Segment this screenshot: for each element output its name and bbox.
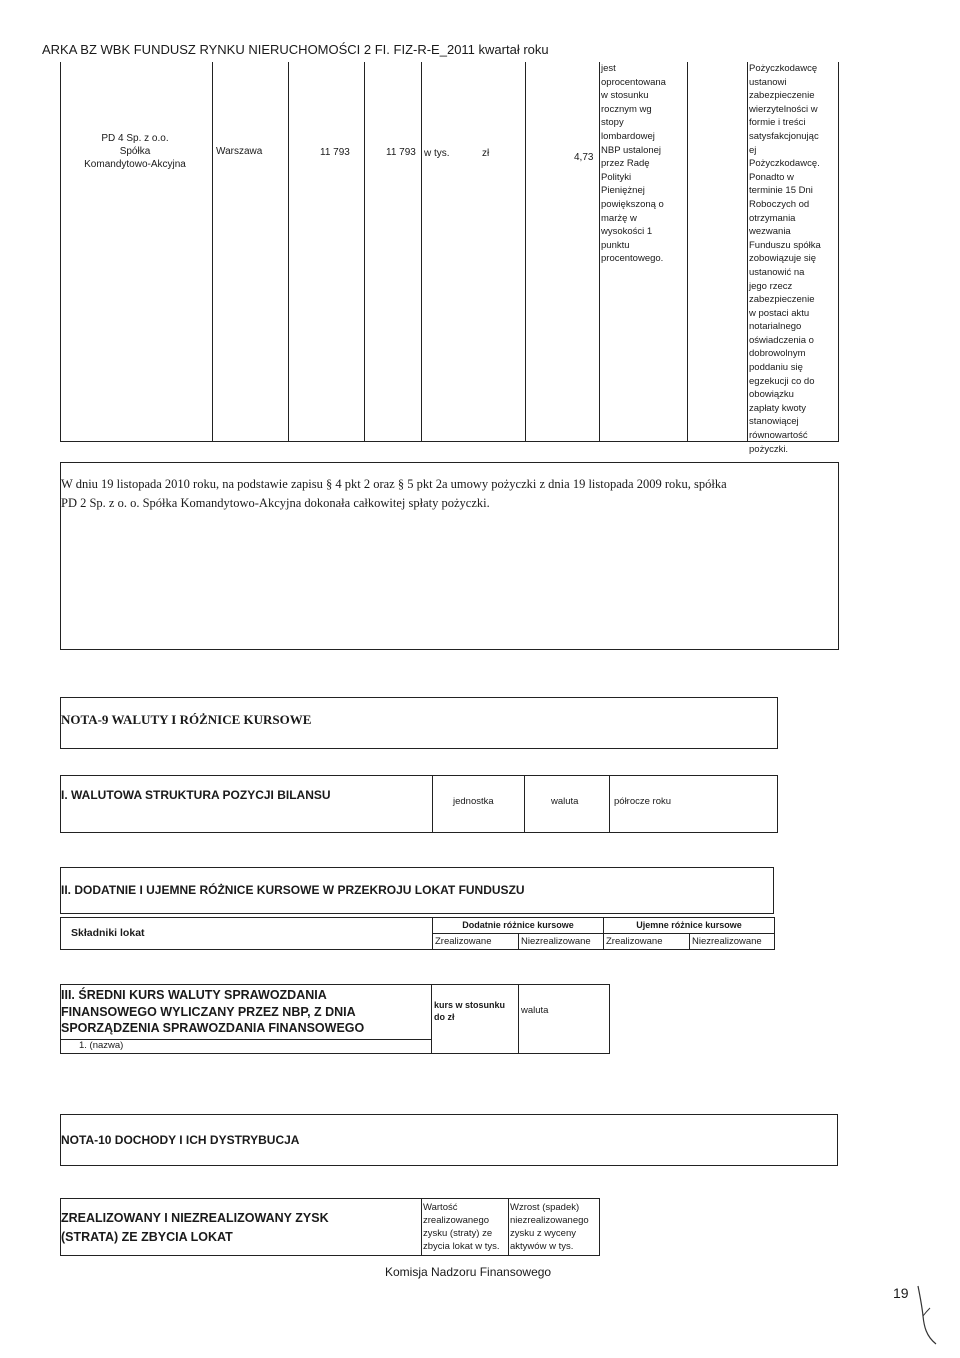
nota10-col-realized-label <box>423 1201 500 1253</box>
loan-borrower <box>60 132 210 171</box>
nota10-col-realized <box>421 1198 509 1256</box>
interest-line: oprocentowana <box>601 76 666 88</box>
security-line: jego rzecz <box>749 280 793 292</box>
security-line: zobowiązuje się <box>749 253 817 265</box>
security-line: ustanowi <box>749 76 787 88</box>
section2-group-negative <box>603 917 775 934</box>
section2-sub-cell <box>603 933 690 950</box>
security-line: ej <box>749 144 757 156</box>
interest-line: Polityki <box>601 171 632 183</box>
interest-line: stopy <box>601 117 624 129</box>
nota10-section-title <box>61 1209 329 1247</box>
security-line: Pożyczkodawcę. <box>749 158 820 170</box>
nota10-col-unrealized-line: Wzrost (spadek) <box>510 1202 580 1213</box>
security-line: Funduszu spółka <box>749 239 821 251</box>
section3-col-rate <box>431 984 519 1054</box>
table-divider <box>421 62 422 442</box>
section2-sub-cell <box>518 933 604 950</box>
table-divider <box>747 62 748 442</box>
section2-sub-label: Zrealizowane <box>435 936 492 947</box>
section3-col-rate-line: kurs w stosunku <box>434 1000 506 1010</box>
section2-sub-label: Niezrealizowane <box>692 936 762 947</box>
section3-col-rate-label <box>434 999 505 1023</box>
loan-security-description <box>749 62 821 456</box>
security-line: pożyczki. <box>749 443 789 455</box>
section1-title: I. WALUTOWA STRUKTURA POZYCJI BILANSU <box>61 788 331 802</box>
section3-row-label: 1. (nazwa) <box>79 1040 124 1051</box>
security-line: zabezpieczenie <box>749 294 815 306</box>
security-line: otrzymania <box>749 212 796 224</box>
section2-sub-cell <box>432 933 519 950</box>
security-line: notarialnego <box>749 321 802 333</box>
interest-line: lombardowej <box>601 130 655 142</box>
section3-title-line: FINANSOWEGO WYLICZANY PRZEZ NBP, Z DNIA <box>61 1004 356 1019</box>
security-line: obowiązku <box>749 389 794 401</box>
section1-col-unit-label: jednostka <box>453 796 494 807</box>
nota10-col-unrealized-line: niezrealizowanego <box>510 1215 589 1226</box>
security-line: równowartość <box>749 430 808 442</box>
footer-text: Komisja Nadzoru Finansowego <box>385 1265 552 1279</box>
interest-line: procentowego. <box>601 253 664 265</box>
interest-line: punktu <box>601 239 630 251</box>
section2-row-label-cell <box>60 917 433 950</box>
security-line: satysfakcjonując <box>749 130 819 142</box>
loan-value-2: 11 793 <box>386 147 416 158</box>
loan-unit: w tys. <box>424 148 450 159</box>
section1-col-unit <box>432 775 525 833</box>
table-divider <box>288 62 289 442</box>
security-line: poddaniu się <box>749 362 803 374</box>
section2-title: II. DODATNIE I UJEMNE RÓŻNICE KURSOWE W PRZEKROJU LOKAT FUNDUSZU <box>61 883 525 897</box>
document-header: ARKA BZ WBK FUNDUSZ RYNKU NIERUCHOMOŚCI 2 FI. FIZ-R-E_2011 kwartał roku <box>42 42 549 57</box>
borrower-line: PD 4 Sp. z o.o. <box>101 133 169 144</box>
table-divider <box>599 62 600 442</box>
security-line: w postaci aktu <box>749 307 810 319</box>
section2-sub-label: Niezrealizowane <box>521 936 591 947</box>
section3-col-currency-label: waluta <box>521 1005 549 1016</box>
loan-city: Warszawa <box>216 146 263 157</box>
security-line: Pożyczkodawcę <box>749 63 818 74</box>
section3-title-cell <box>60 984 432 1040</box>
section3-row-cell <box>60 1039 432 1054</box>
section2-sub-label: Zrealizowane <box>606 936 663 947</box>
table-border-bottom <box>60 441 839 442</box>
section3-col-currency <box>518 984 610 1054</box>
section3-col-rate-line: do zł <box>434 1012 455 1022</box>
section1-col-currency <box>524 775 610 833</box>
nota10-col-realized-line: zbycia lokat w tys. <box>423 1241 500 1252</box>
section3-title <box>61 987 364 1037</box>
security-line: ustanowić na <box>749 266 805 278</box>
section3-title-line: SPORZĄDZENIA SPRAWOZDANIA FINANSOWEGO <box>61 1021 365 1035</box>
repayment-note-text <box>61 475 727 513</box>
security-line: stanowiącej <box>749 416 799 428</box>
nota10-section-title-line: ZREALIZOWANY I NIEZREALIZOWANY ZYSK <box>61 1211 329 1225</box>
loan-currency: zł <box>482 148 490 159</box>
nota10-title: NOTA-10 DOCHODY I ICH DYSTRYBUCJA <box>61 1133 300 1147</box>
table-divider <box>525 62 526 442</box>
security-line: zapłaty kwoty <box>749 402 807 414</box>
handwritten-mark <box>912 1282 942 1348</box>
loan-value-1: 11 793 <box>320 147 350 158</box>
interest-line: marżę w <box>601 212 637 224</box>
interest-line: jest <box>601 63 616 74</box>
section3-title-line: III. ŚREDNI KURS WALUTY SPRAWOZDANIA <box>61 988 327 1002</box>
nota10-col-unrealized-label <box>510 1201 589 1253</box>
section2-row-label: Składniki lokat <box>71 927 145 939</box>
nota10-section-title-line: (STRATA) ZE ZBYCIA LOKAT <box>61 1230 233 1244</box>
security-line: Roboczych od <box>749 198 810 210</box>
security-line: oświadczenia o <box>749 334 814 346</box>
section2-group-positive-label: Dodatnie różnice kursowe <box>462 920 574 930</box>
nota10-col-realized-line: zysku (straty) ze <box>423 1228 493 1239</box>
borrower-line: Spółka <box>119 146 151 157</box>
nota10-section-title-cell <box>60 1198 422 1256</box>
security-line: formie i treści <box>749 117 806 129</box>
section2-group-positive <box>432 917 604 934</box>
security-line: zabezpieczenie <box>749 90 815 102</box>
borrower-line: Komandytowo-Akcyjna <box>84 159 186 170</box>
page-number: 19 <box>893 1285 909 1301</box>
loan-rate: 4,73 <box>574 152 594 163</box>
loan-interest-description <box>601 62 666 266</box>
nota10-col-unrealized-line: aktywów w tys. <box>510 1241 574 1252</box>
interest-line: powiększoną o <box>601 198 664 210</box>
interest-line: NBP ustalonej <box>601 144 662 156</box>
nota10-col-unrealized-line: zysku z wyceny <box>510 1228 576 1239</box>
table-divider <box>364 62 365 442</box>
section2-sub-cell <box>689 933 775 950</box>
table-border-left <box>60 62 61 442</box>
table-divider <box>687 62 688 442</box>
interest-line: rocznym wg <box>601 103 652 115</box>
section2-title-box <box>60 867 774 914</box>
nota9-title-box <box>60 697 778 749</box>
interest-line: przez Radę <box>601 158 650 170</box>
interest-line: wysokości 1 <box>601 226 653 238</box>
table-divider <box>212 62 213 442</box>
section1-col-currency-label: waluta <box>551 796 579 807</box>
security-line: wezwania <box>749 226 791 238</box>
nota10-col-unrealized <box>508 1198 600 1256</box>
section1-col-period <box>609 775 778 833</box>
repayment-note-box <box>60 462 839 650</box>
security-line: Ponadto w <box>749 171 794 183</box>
security-line: wierzytelności w <box>749 103 818 115</box>
interest-line: w stosunku <box>601 90 649 102</box>
nota10-col-realized-line: Wartość <box>423 1202 458 1213</box>
section2-group-negative-label: Ujemne różnice kursowe <box>636 920 742 930</box>
repayment-note-line: PD 2 Sp. z o. o. Spółka Komandytowo-Akcyjna dokonała całkowitej spłaty pożyczki. <box>61 496 490 510</box>
nota9-title: NOTA-9 WALUTY I RÓŻNICE KURSOWE <box>61 712 312 727</box>
security-line: egzekucji co do <box>749 375 815 387</box>
security-line: terminie 15 Dni <box>749 185 813 197</box>
section1-col-period-label: półrocze roku <box>614 796 672 807</box>
repayment-note-line: W dniu 19 listopada 2010 roku, na podstawie zapisu § 4 pkt 2 oraz § 5 pkt 2a umowy pożyczki z dnia 19 listopada 2009 roku, spółka <box>61 477 727 491</box>
nota10-col-realized-line: zrealizowanego <box>423 1215 490 1226</box>
table-border-right <box>838 62 839 442</box>
interest-line: Pieniężnej <box>601 185 645 197</box>
nota10-title-box <box>60 1114 838 1166</box>
security-line: dobrowolnym <box>749 348 806 360</box>
